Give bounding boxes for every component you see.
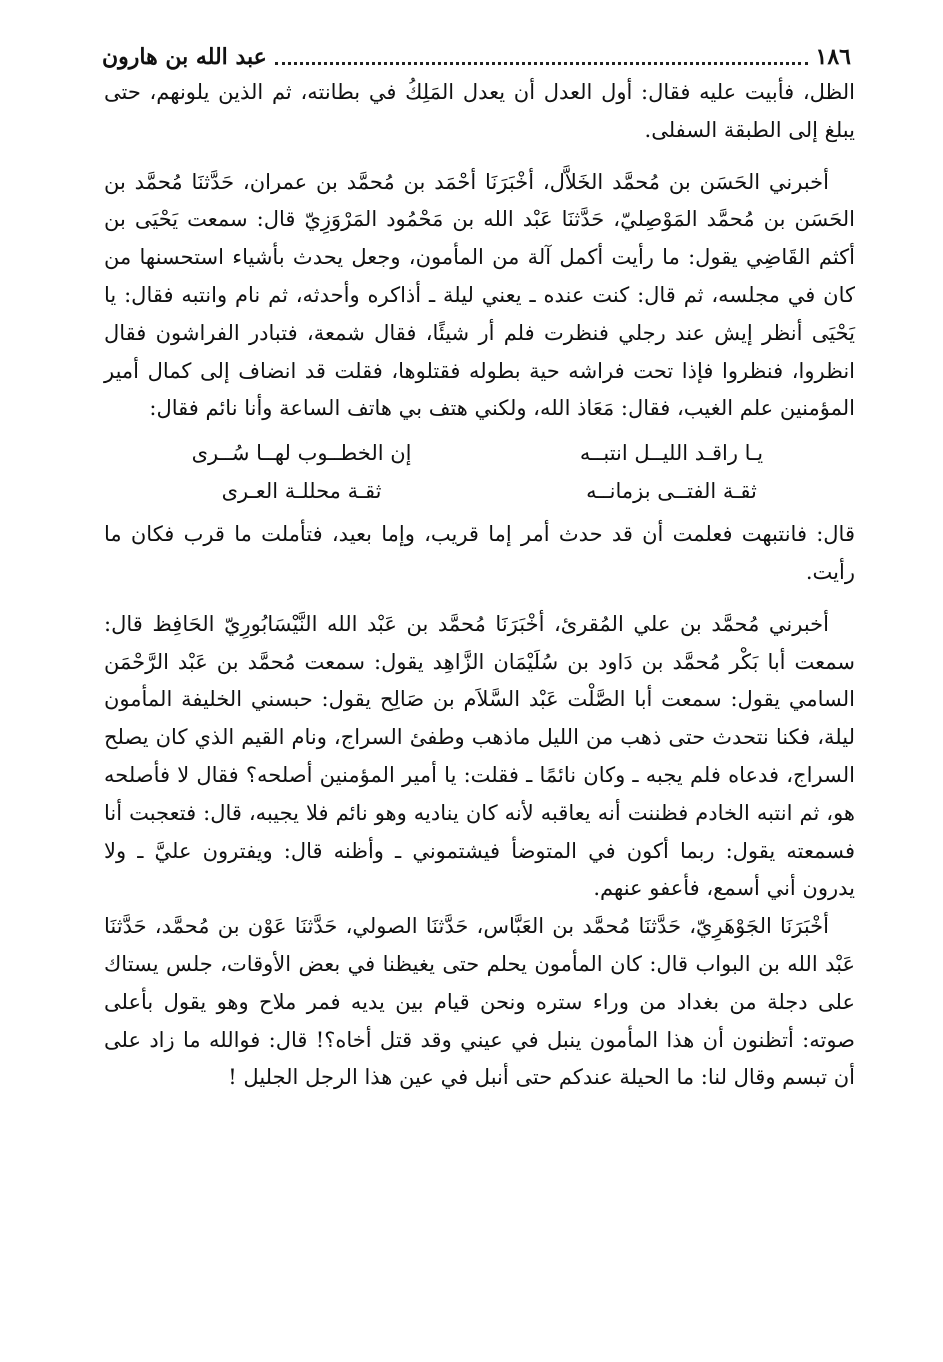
running-title: عبد الله بن هارون — [102, 44, 267, 70]
poem-hemistich-first: ثقـة الفتــى بزمانــه — [586, 479, 757, 504]
page-header — [102, 34, 851, 72]
poem-hemistich-second: إن الخطــوب لهــا سُــرى — [191, 441, 412, 466]
page-number: ١٨٦ — [815, 44, 851, 70]
poem-hemistich-second: ثقـة محللـة العـرى — [221, 479, 382, 504]
paragraph-yahya-narration: أخبرني الحَسَن بن مُحمَّد الخَلاَّل، أخْبَرَنَا أحْمَد بن مُحمَّد بن عمران، حَدَّثنَا مُحمَّد بن الحَسَن بن مُحمَّد المَوْصِليّ، حَدَّثنَا عَبْد الله بن مَحْمُود المَرْوَزِيّ قال: سمعت يَحْيَى بن أكثم القَاضِي يقول: ما رأيت أكمل آلة من المأمون، وجعل يحدث بأشياء استحسنها من كان في مجلسه، ثم قال: كنت عنده ـ يعني ليلة ـ أذاكره وأحدثه، ثم نام وانتبه فقال: يا يَحْيَى أنظر إيش عند رجلي فنظرت فلم أر شيئًا، فقال شمعة، فتبادر الفراشون فقال انظروا، فنظروا فإذا تحت فراشه حية بطوله فقتلوها، فقلت قد انضاف إلى كمال أمير المؤمنين علم الغيب، فقال: مَعَاذ الله، ولكني هتف بي هاتف الساعة وأنا نائم فقال: — [104, 169, 855, 421]
paragraph-abu-salt-narration: أخبرني مُحمَّد بن علي المُقرئ، أخْبَرَنَا مُحمَّد بن عَبْد الله النَّيْسَابُورِيّ الحَافِظ قال: سمعت أبا بَكْر مُحمَّد بن دَاود بن سُلَيْمَان الزَّاهِد يقول: سمعت مُحمَّد بن عَبْد الرَّحْمَن السامي يقول: سمعت أبا الصَّلْت عَبْد السَّلاَم بن صَالِح يقول: حبسني الخليفة المأمون ليلة، فكنا نتحدث حتى ذهب من الليل ماذهب وطفئ السراج، ونام القيم الذي كان يصلح السراج، فدعاه فلم يجبه ـ وكان نائمًا ـ فقلت: يا أمير المؤمنين أصلحه؟ فقال لا فأصلحه هو، ثم انتبه الخادم فظننت أنه يعاقبه لأنه كان يناديه وهو نائم فلا يجيبه، قال: فتعجبت أنا فسمعته يقول: ربما أكون في المتوضأ فيشتموني ـ وأظنه قال: ويفترون عليَّ ـ ولا يدرون أني أسمع، فأعفو عنهم. — [104, 611, 855, 901]
paragraph-ibn-bawwab-narration: أخْبَرَنَا الجَوْهَرِيّ، حَدَّثنَا مُحمَّد بن العَبَّاس، حَدَّثنَا الصولي، حَدَّثنَا عَوْن بن مُحمَّد، حَدَّثنَا عَبْد الله بن البواب قال: كان المأمون يحلم حتى يغيظنا في بعض الأوقات، جلس يستاك على دجلة من بغداد من وراء ستره ونحن قيام بين يديه فمر ملاح وهو يقول بأعلى صوته: أتظنون أن هذا المأمون ينبل في عيني وقد قتل أخاه؟! قال: فوالله ما زاد على أن تبسم وقال لنا: ما الحيلة عندكم حتى أنبل في عين هذا الرجل الجليل ! — [104, 914, 855, 1090]
poem — [104, 434, 855, 510]
poem-verse — [104, 434, 855, 472]
poem-verse — [104, 472, 855, 510]
paragraph-poem-conclusion: قال: فانتبهت فعلمت أن قد حدث أمر إما قريب، وإما بعيد، فتأملت ما قرب فكان ما رأيت. — [104, 522, 855, 584]
paragraph-continuation: الظل، فأبيت عليه فقال: أول العدل أن يعدل المَلِكُ في بطانته، ثم الذين يلونهم، حتى يبلغ إلى الطبقة السفلى. — [104, 80, 855, 142]
header-dot-leader — [275, 62, 808, 65]
page-body — [104, 74, 855, 1097]
poem-hemistich-first: يـا راقـد الليــل انتبــه — [579, 441, 764, 466]
